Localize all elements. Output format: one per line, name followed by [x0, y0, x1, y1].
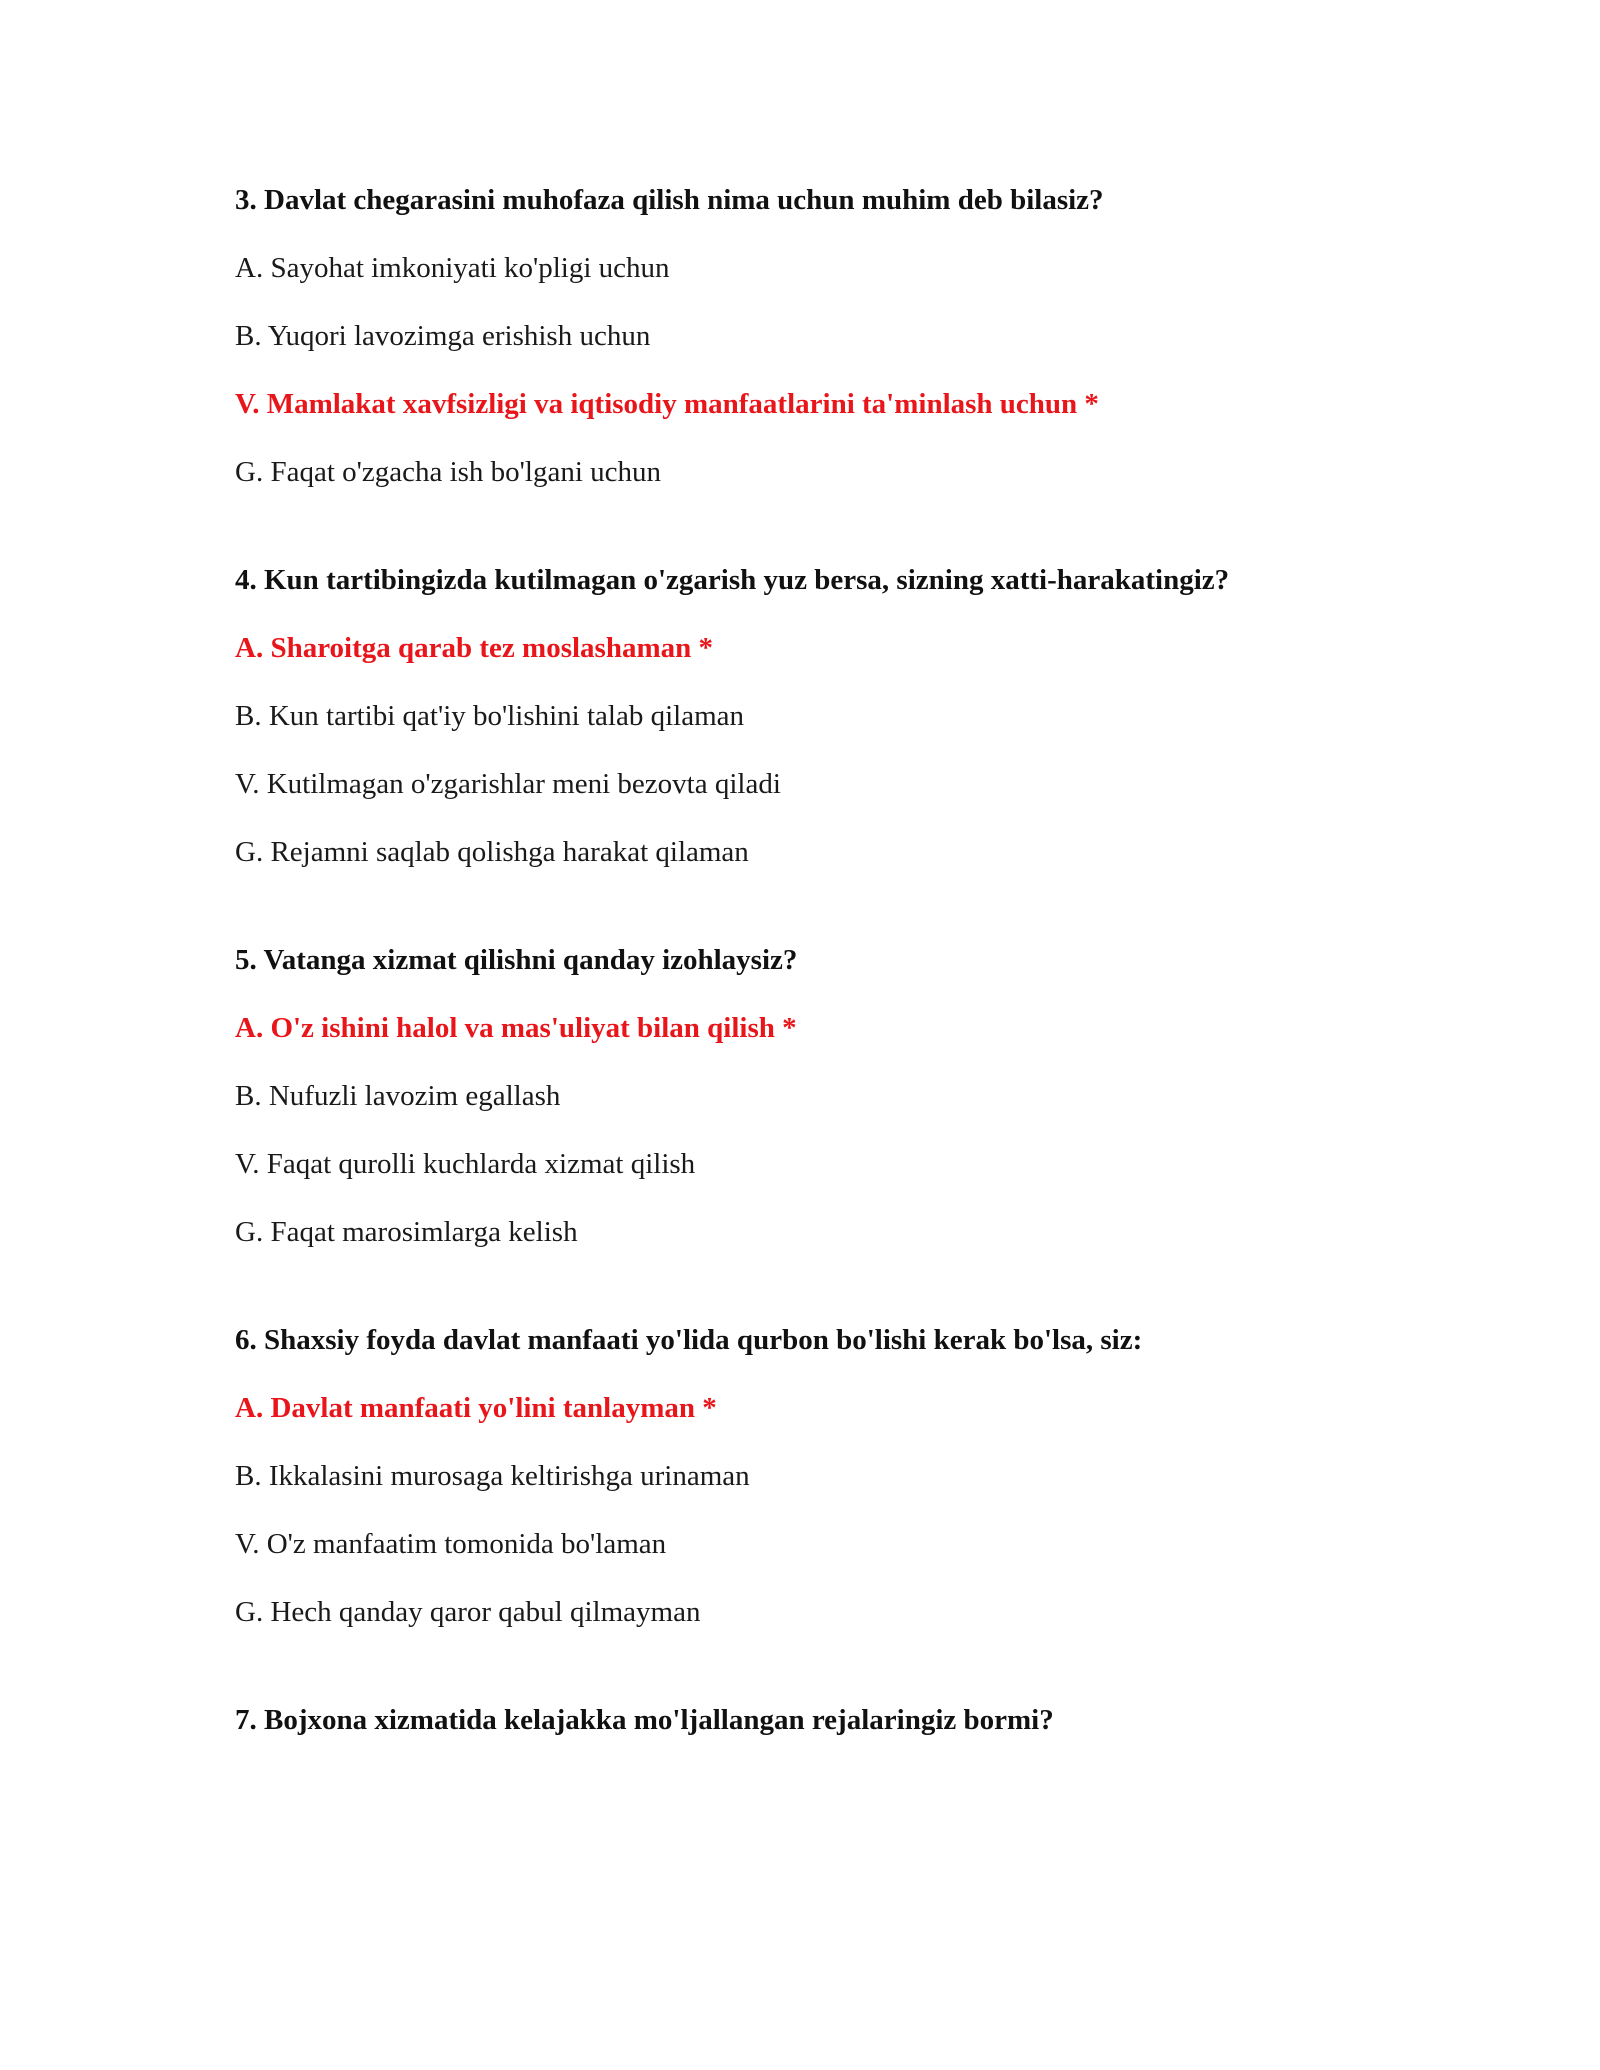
question-text: 4. Kun tartibingizda kutilmagan o'zgarish yuz bersa, sizning xatti-harakatingiz?: [235, 564, 1230, 596]
answer-option: G. Hech qanday qaror qabul qilmayman: [235, 1596, 701, 1628]
question-block: [235, 940, 1435, 1252]
question-text: 5. Vatanga xizmat qilishni qanday izohlaysiz?: [235, 944, 798, 976]
question-block: [235, 180, 1435, 492]
correct-answer-option: A. O'z ishini halol va mas'uliyat bilan qilish *: [235, 1012, 797, 1044]
question-text: 3. Davlat chegarasini muhofaza qilish nima uchun muhim deb bilasiz?: [235, 184, 1104, 216]
question-text: 6. Shaxsiy foyda davlat manfaati yo'lida qurbon bo'lishi kerak bo'lsa, siz:: [235, 1324, 1143, 1356]
answer-option: B. Yuqori lavozimga erishish uchun: [235, 320, 651, 352]
question-text: 7. Bojxona xizmatida kelajakka mo'ljallangan rejalaringiz bormi?: [235, 1704, 1054, 1736]
answer-option: V. Kutilmagan o'zgarishlar meni bezovta qiladi: [235, 768, 781, 800]
answer-option: B. Nufuzli lavozim egallash: [235, 1080, 561, 1112]
answer-option: G. Faqat marosimlarga kelish: [235, 1216, 578, 1248]
answer-option: B. Ikkalasini murosaga keltirishga urinaman: [235, 1460, 750, 1492]
answer-option: V. Faqat qurolli kuchlarda xizmat qilish: [235, 1148, 696, 1180]
question-block: [235, 560, 1435, 872]
question-block: [235, 1320, 1435, 1632]
answer-option: A. Sayohat imkoniyati ko'pligi uchun: [235, 252, 670, 284]
document-page: [235, 180, 1435, 1808]
correct-answer-option: V. Mamlakat xavfsizligi va iqtisodiy manfaatlarini ta'minlash uchun *: [235, 388, 1099, 420]
answer-option: V. O'z manfaatim tomonida bo'laman: [235, 1528, 667, 1560]
answer-option: G. Rejamni saqlab qolishga harakat qilaman: [235, 836, 749, 868]
answer-option: B. Kun tartibi qat'iy bo'lishini talab qilaman: [235, 700, 745, 732]
answer-option: G. Faqat o'zgacha ish bo'lgani uchun: [235, 456, 662, 488]
question-block: [235, 1700, 1435, 1740]
correct-answer-option: A. Davlat manfaati yo'lini tanlayman *: [235, 1392, 717, 1424]
correct-answer-option: A. Sharoitga qarab tez moslashaman *: [235, 632, 713, 664]
